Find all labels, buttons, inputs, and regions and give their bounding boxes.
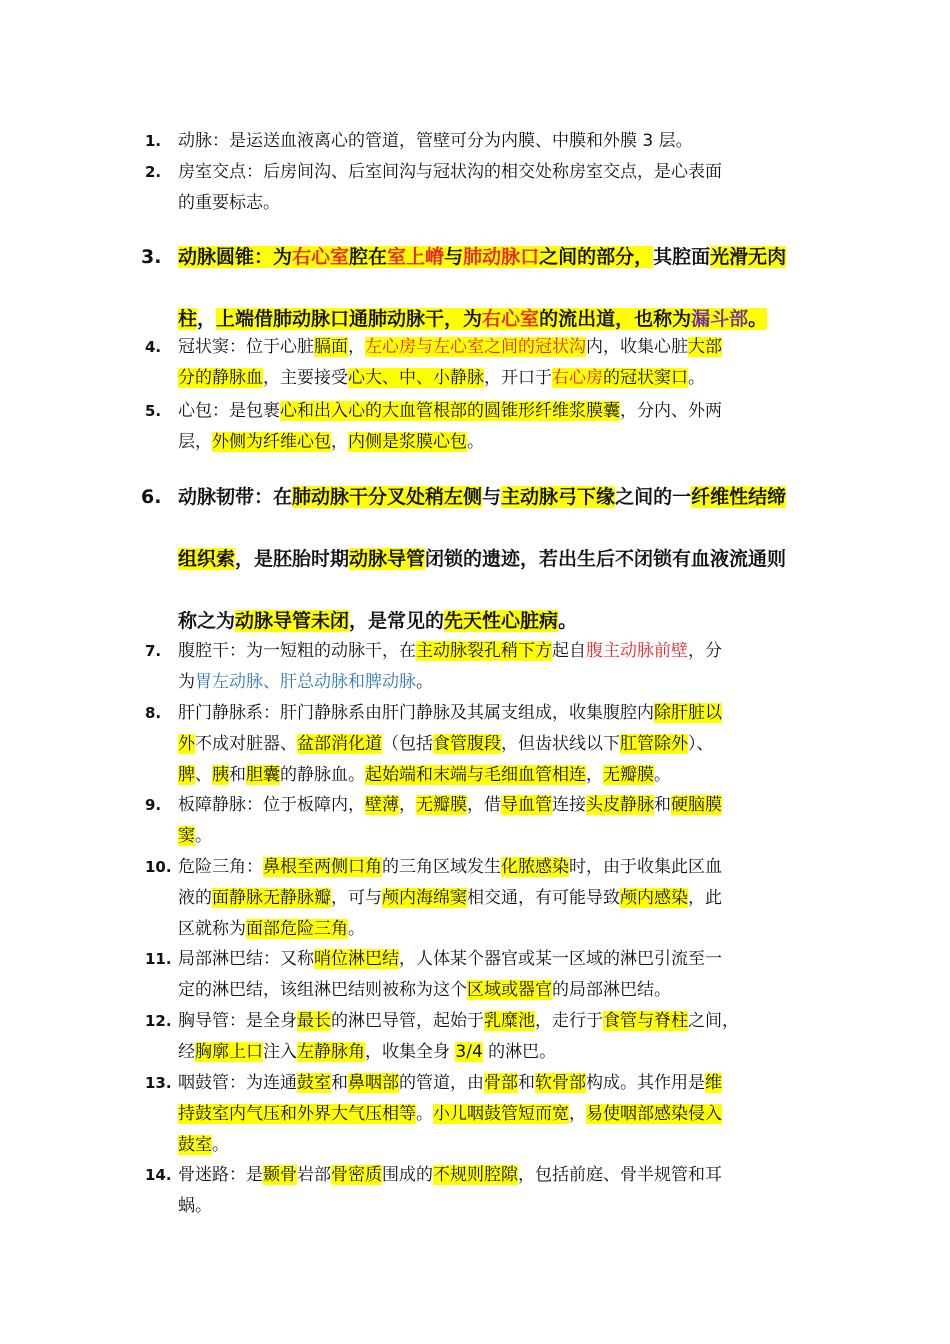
text-run: 小儿咽鼓管短而宽 bbox=[433, 1104, 569, 1124]
text-run: 胸廓上口 bbox=[195, 1042, 263, 1062]
text-run: 上端借肺动脉口通肺动脉干，为 bbox=[216, 308, 483, 330]
text-run: 漏斗部 bbox=[691, 308, 749, 330]
text-run: ，但齿状线以下 bbox=[501, 734, 620, 754]
text-run: 心和出入心的大血管根部 bbox=[280, 401, 467, 421]
text-run: 冠状窦：位于心脏 bbox=[178, 337, 314, 357]
text-run: （包括 bbox=[382, 734, 433, 754]
text-run: 与 bbox=[444, 246, 464, 268]
list-item-number: 4. bbox=[145, 338, 162, 356]
text-run: 岩部 bbox=[297, 1165, 331, 1185]
text-run: 颅内海绵窦 bbox=[382, 888, 467, 908]
list-item-number: 7. bbox=[145, 642, 162, 660]
text-run: 持鼓室内气压和外界大气压相等 bbox=[178, 1104, 416, 1124]
text-line bbox=[178, 1068, 813, 1099]
text-run: 骨迷路：是 bbox=[178, 1165, 263, 1185]
text-run: ，开口于 bbox=[484, 368, 552, 388]
text-run: 左静脉角 bbox=[297, 1042, 365, 1062]
list-item-number: 1. bbox=[145, 132, 162, 150]
text-run: 之间的一 bbox=[615, 486, 692, 508]
text-run: 液的 bbox=[178, 888, 212, 908]
text-run: ，是常见的 bbox=[349, 610, 445, 632]
text-line bbox=[178, 1006, 813, 1037]
text-run: 主动脉弓下缘 bbox=[501, 486, 616, 508]
text-run: 除肝脏以 bbox=[654, 703, 722, 723]
text-run: 动脉：是运送血液离心的管道，管壁可分为内膜、中膜和外膜 3 层。 bbox=[178, 131, 693, 151]
text-run: ，可与 bbox=[331, 888, 382, 908]
text-run: ， bbox=[586, 765, 603, 785]
text-line bbox=[178, 883, 813, 914]
text-run: 鼻根至两侧口角 bbox=[263, 857, 382, 877]
text-line bbox=[178, 1191, 813, 1222]
text-line bbox=[178, 944, 813, 975]
text-line bbox=[178, 188, 813, 219]
text-run: 其腔面 bbox=[653, 246, 711, 268]
text-run: 蜗。 bbox=[178, 1196, 212, 1216]
text-run: 胆囊 bbox=[246, 765, 280, 785]
text-line bbox=[178, 226, 813, 288]
text-run: 骨密质 bbox=[331, 1165, 382, 1185]
text-run: 板障静脉：位于板障内， bbox=[178, 795, 365, 815]
list-item-text bbox=[178, 332, 813, 394]
list-item-number: 3. bbox=[141, 246, 162, 268]
text-run: 。 bbox=[467, 432, 484, 452]
text-run: 围成的 bbox=[382, 1165, 433, 1185]
text-run: 之间的部分， bbox=[539, 246, 654, 268]
text-run: ， bbox=[348, 337, 365, 357]
text-run: 的流出道，也称为 bbox=[539, 308, 692, 330]
text-run: 维 bbox=[705, 1073, 722, 1093]
text-run: 和 bbox=[518, 1073, 535, 1093]
text-run: 主动脉裂孔稍下方 bbox=[416, 641, 552, 661]
text-run: 相交通，有可能导致 bbox=[467, 888, 620, 908]
text-run: 窦 bbox=[178, 826, 195, 846]
text-run: ，借 bbox=[467, 795, 501, 815]
text-run: 哨位淋巴结 bbox=[314, 949, 399, 969]
text-run: 肛管除外 bbox=[620, 734, 688, 754]
text-run: 。 bbox=[212, 1135, 229, 1155]
text-run: ，收集全身 bbox=[365, 1042, 456, 1062]
text-run: 心包：是包裹 bbox=[178, 401, 280, 421]
text-run: 无瓣膜 bbox=[603, 765, 654, 785]
text-run: 食管与脊柱 bbox=[603, 1011, 688, 1031]
text-run: ， bbox=[569, 1104, 586, 1124]
text-run: 起始端和末端与毛细血管相连 bbox=[365, 765, 586, 785]
text-run: 房室交点：后房间沟、后室间沟与冠状沟的相交处称房室交点，是心表面 bbox=[178, 162, 722, 182]
text-run: 和 bbox=[229, 765, 246, 785]
text-line bbox=[178, 636, 813, 667]
text-run: 肺动脉干分叉处稍左侧 bbox=[292, 486, 483, 508]
text-run: 面静脉 bbox=[212, 888, 263, 908]
list-item-number: 8. bbox=[145, 704, 162, 722]
text-line bbox=[178, 427, 813, 458]
list-item-text bbox=[178, 698, 813, 791]
text-line bbox=[178, 466, 813, 528]
text-run: 咽鼓管：为连通 bbox=[178, 1073, 297, 1093]
list-item-text bbox=[178, 636, 813, 698]
text-run: 的局部淋巴结。 bbox=[552, 980, 671, 1000]
text-run: 外 bbox=[178, 734, 195, 754]
text-run: 肝门静脉系：肝门静脉系由肝门静脉及其属支组成，收集腹腔内 bbox=[178, 703, 654, 723]
text-run: ，是胚胎时期 bbox=[235, 548, 350, 570]
text-run: 称之为 bbox=[178, 610, 236, 632]
text-run: 右心室 bbox=[292, 246, 350, 268]
text-run: 分的静脉血 bbox=[178, 368, 263, 388]
text-run: 硬脑膜 bbox=[671, 795, 722, 815]
text-run: 胰 bbox=[212, 765, 229, 785]
text-run: 不规则腔隙 bbox=[433, 1165, 518, 1185]
text-run: 胸导管：是全身 bbox=[178, 1011, 297, 1031]
text-run: 脾 bbox=[178, 765, 195, 785]
text-run: 动脉导管 bbox=[349, 548, 426, 570]
text-run: ，此 bbox=[688, 888, 722, 908]
text-run: 经 bbox=[178, 1042, 195, 1062]
text-run: 头皮静脉 bbox=[586, 795, 654, 815]
text-run: 腔在 bbox=[349, 246, 388, 268]
text-line bbox=[178, 729, 813, 760]
text-line bbox=[178, 975, 813, 1006]
text-run: 软骨部 bbox=[535, 1073, 586, 1093]
text-run: 。 bbox=[748, 308, 768, 330]
text-run: 的淋巴导管，起始于 bbox=[331, 1011, 484, 1031]
text-line bbox=[178, 396, 813, 427]
text-run: 为 bbox=[178, 672, 195, 692]
text-run: 起自 bbox=[552, 641, 586, 661]
text-run: 最长 bbox=[297, 1011, 331, 1031]
list-item-text bbox=[178, 396, 813, 458]
text-run: 肺动脉口 bbox=[463, 246, 540, 268]
text-run: ）、 bbox=[688, 734, 714, 754]
text-run: 鼻咽部 bbox=[348, 1073, 399, 1093]
text-run: ， bbox=[399, 795, 416, 815]
text-run: 内侧是浆膜心包 bbox=[348, 432, 467, 452]
list-item-text bbox=[178, 157, 813, 219]
list-item-number: 9. bbox=[145, 796, 162, 814]
text-run: 导血管 bbox=[501, 795, 552, 815]
text-line bbox=[178, 126, 813, 157]
text-run: 。 bbox=[416, 672, 433, 692]
text-run: 之间， bbox=[688, 1011, 739, 1031]
list-item-number: 6. bbox=[141, 486, 162, 508]
text-run: 腹主动脉前壁 bbox=[586, 641, 688, 661]
text-run: 鼓室 bbox=[178, 1135, 212, 1155]
text-run: 食管腹段 bbox=[433, 734, 501, 754]
text-run: ，分 bbox=[688, 641, 722, 661]
text-line bbox=[178, 363, 813, 394]
text-run: 鼓室 bbox=[297, 1073, 331, 1093]
text-run: ，走行于 bbox=[535, 1011, 603, 1031]
list-item-number: 11. bbox=[145, 950, 172, 968]
text-run: 壁薄 bbox=[365, 795, 399, 815]
text-run: 和 bbox=[331, 1073, 348, 1093]
text-run: 无静脉瓣 bbox=[263, 888, 331, 908]
text-line bbox=[178, 332, 813, 363]
text-run: 局部淋巴结：又称 bbox=[178, 949, 314, 969]
text-run: 的圆锥形纤维浆膜囊 bbox=[467, 401, 620, 421]
text-run: 组织索 bbox=[178, 548, 236, 570]
text-run: 构成。其作用是 bbox=[586, 1073, 705, 1093]
text-run: 连接 bbox=[552, 795, 586, 815]
text-line bbox=[178, 528, 813, 590]
text-run: ，分内、外两 bbox=[620, 401, 722, 421]
text-run: 的重要标志。 bbox=[178, 193, 280, 213]
text-line bbox=[178, 1130, 813, 1161]
text-run: 易使咽部感染侵入 bbox=[586, 1104, 722, 1124]
text-line bbox=[178, 852, 813, 883]
text-run: 左心房与左心室之间的冠状沟 bbox=[365, 337, 586, 357]
text-run: ， bbox=[197, 308, 217, 330]
text-run: 。 bbox=[654, 765, 671, 785]
text-run: 面部危险三角 bbox=[246, 919, 348, 939]
text-run: 动脉导管未闭 bbox=[235, 610, 350, 632]
list-item-number: 14. bbox=[145, 1166, 172, 1184]
list-item-text bbox=[178, 944, 813, 1006]
text-run: 。 bbox=[416, 1104, 433, 1124]
text-line bbox=[178, 790, 813, 821]
text-line bbox=[178, 1099, 813, 1130]
text-run: 的静脉血。 bbox=[280, 765, 365, 785]
text-line bbox=[178, 760, 813, 791]
text-line bbox=[178, 1160, 813, 1191]
text-run: 室上嵴 bbox=[387, 246, 445, 268]
text-run: 的冠状窦口 bbox=[603, 368, 688, 388]
text-run: 膈面 bbox=[314, 337, 348, 357]
text-run: 心大、中、小静脉 bbox=[348, 368, 484, 388]
text-run: 的三角区域发生 bbox=[382, 857, 501, 877]
text-run: 颞骨 bbox=[263, 1165, 297, 1185]
text-run: 区就称为 bbox=[178, 919, 246, 939]
text-run: 外侧为纤维心包 bbox=[212, 432, 331, 452]
list-item-text bbox=[178, 852, 813, 945]
list-item-text bbox=[178, 1006, 813, 1068]
text-line bbox=[178, 1037, 813, 1068]
text-run: 右心室 bbox=[482, 308, 540, 330]
text-run: 区域或器官 bbox=[467, 980, 552, 1000]
text-run: 光滑无肉 bbox=[710, 246, 787, 268]
text-line bbox=[178, 914, 813, 945]
text-run: 颅内感染 bbox=[620, 888, 688, 908]
list-item-text bbox=[178, 1068, 813, 1161]
text-run: ，主要接受 bbox=[263, 368, 348, 388]
list-item-text bbox=[178, 1160, 813, 1222]
text-run: 内，收集心脏 bbox=[586, 337, 688, 357]
text-run: 注入 bbox=[263, 1042, 297, 1062]
text-line bbox=[178, 157, 813, 188]
text-run: 3/4 bbox=[455, 1042, 483, 1062]
list-item-text bbox=[178, 790, 813, 852]
text-run: 纤维性结缔 bbox=[691, 486, 787, 508]
text-line bbox=[178, 698, 813, 729]
text-run: ，人体某个器官或某一区域的淋巴引流至一 bbox=[399, 949, 722, 969]
text-run: 。 bbox=[688, 368, 705, 388]
text-run: 与 bbox=[482, 486, 502, 508]
text-run: 不成对脏器、 bbox=[195, 734, 297, 754]
text-run: 、 bbox=[195, 765, 212, 785]
list-item-number: 13. bbox=[145, 1074, 172, 1092]
text-line bbox=[178, 821, 813, 852]
text-run: 右心房 bbox=[552, 368, 603, 388]
text-run: 乳糜池 bbox=[484, 1011, 535, 1031]
list-item-number: 5. bbox=[145, 402, 162, 420]
text-run: 层， bbox=[178, 432, 212, 452]
text-run: 。 bbox=[348, 919, 365, 939]
list-item-number: 2. bbox=[145, 163, 162, 181]
text-run: 腹腔干：为一短粗的动脉干，在 bbox=[178, 641, 416, 661]
text-run: ， bbox=[331, 432, 348, 452]
list-item-number: 10. bbox=[145, 858, 172, 876]
text-run: ，包括前庭、骨半规管和耳 bbox=[518, 1165, 722, 1185]
text-run: 化脓感染 bbox=[501, 857, 569, 877]
list-item-text bbox=[178, 126, 813, 157]
text-line bbox=[178, 667, 813, 698]
text-run: 胃左动脉、肝总动脉和脾动脉 bbox=[195, 672, 416, 692]
text-run: 盆部消化道 bbox=[297, 734, 382, 754]
text-run: 定的淋巴结，该组淋巴结则被称为这个 bbox=[178, 980, 467, 1000]
text-run: 的管道，由 bbox=[399, 1073, 484, 1093]
text-run: 的淋巴。 bbox=[482, 1042, 557, 1062]
text-run: 大部 bbox=[688, 337, 722, 357]
text-run: 和 bbox=[654, 795, 671, 815]
text-run: 柱 bbox=[178, 308, 198, 330]
text-run: 。 bbox=[195, 826, 212, 846]
list-item-text bbox=[178, 466, 813, 652]
text-run: 。 bbox=[558, 610, 578, 632]
text-run: 危险三角： bbox=[178, 857, 263, 877]
text-run: 动脉圆锥：为 bbox=[178, 246, 293, 268]
text-run: 闭锁的遗迹，若出生后不闭锁有血液流通则 bbox=[425, 548, 787, 570]
list-item-number: 12. bbox=[145, 1012, 172, 1030]
text-run: 骨部 bbox=[484, 1073, 518, 1093]
text-run: 无瓣膜 bbox=[416, 795, 467, 815]
text-run: 先天性心脏病 bbox=[444, 610, 559, 632]
text-run: 时，由于收集此区血 bbox=[569, 857, 722, 877]
text-run: 动脉韧带：在 bbox=[178, 486, 293, 508]
